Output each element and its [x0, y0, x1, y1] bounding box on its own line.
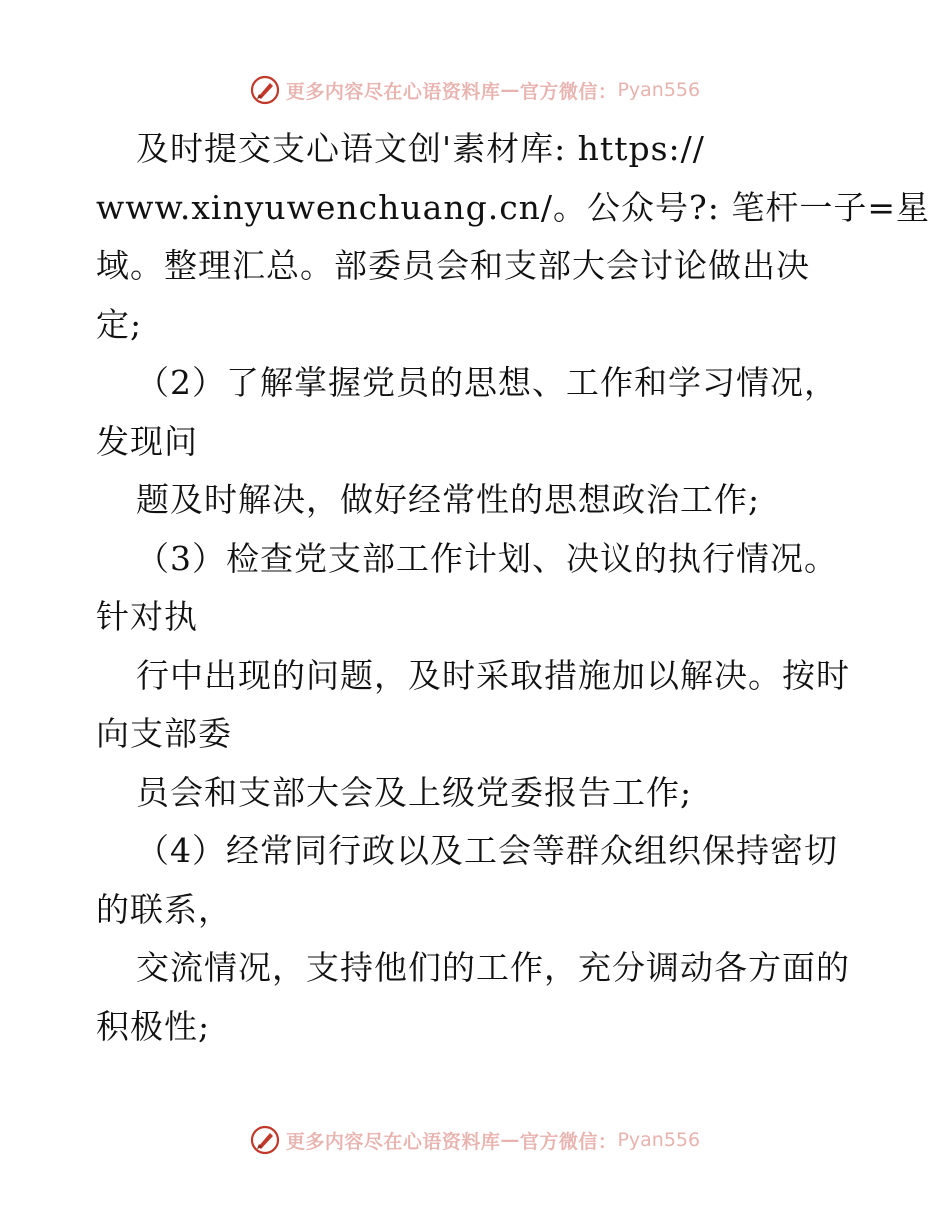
watermark-text: 更多内容尽在心语资料库	[285, 80, 501, 103]
watermark-wechat-id: Pyan556	[617, 79, 701, 101]
pen-logo-icon	[250, 75, 280, 105]
body-line: 定;	[96, 304, 143, 344]
body-line: 及时提交支心语文创'素材库: https://	[136, 129, 705, 168]
body-line: 域。整理汇总。部委员会和支部大会讨论做出决	[96, 246, 810, 285]
footer-watermark	[0, 1120, 950, 1160]
body-line: （3）检查党支部工作计划、决议的执行情况。	[136, 538, 838, 578]
pen-logo-icon	[250, 1125, 280, 1155]
watermark-text: 更多内容尽在心语资料库	[285, 1130, 501, 1153]
body-line: 行中出现的问题，及时采取措施加以解决。按时	[136, 655, 850, 695]
body-line: www.xinyuwenchuang.cn/。公众号?: 笔杆一子=星	[96, 187, 930, 227]
body-line: 针对执	[96, 597, 198, 636]
body-line: （2）了解掌握党员的思想、工作和学习情况，	[136, 363, 838, 402]
watermark-wechat-id: Pyan556	[617, 1129, 701, 1151]
body-line: 员会和支部大会及上级党委报告工作;	[136, 772, 693, 812]
watermark-wechat-label: 官方微信：	[519, 80, 618, 103]
header-watermark	[0, 70, 950, 110]
body-line: 向支部委	[96, 714, 232, 753]
body-line: 发现问	[96, 421, 198, 461]
watermark-dash: —	[500, 79, 520, 101]
body-line: （4）经常同行政以及工会等群众组织保持密切	[136, 831, 838, 870]
body-line: 交流情况，支持他们的工作，充分调动各方面的	[136, 948, 850, 987]
watermark-wechat-label: 官方微信：	[519, 1130, 618, 1153]
body-line: 题及时解决，做好经常性的思想政治工作;	[136, 480, 761, 519]
watermark-dash: —	[500, 1129, 520, 1151]
document-body	[96, 120, 930, 1056]
body-line: 的联系，	[96, 889, 232, 929]
body-line: 积极性;	[96, 1006, 211, 1046]
